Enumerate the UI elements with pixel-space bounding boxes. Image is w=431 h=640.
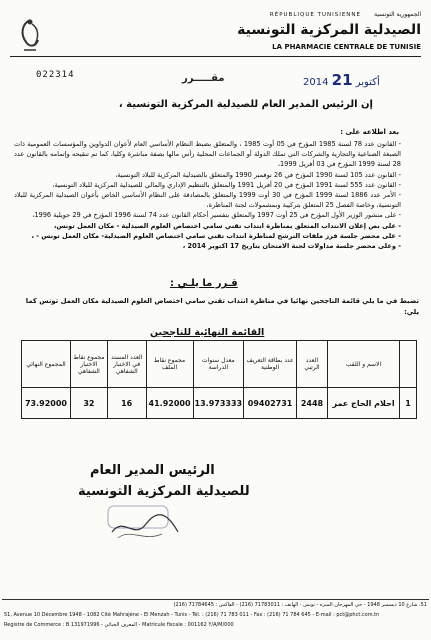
legal-reference: - القانون عدد 555 لسنة 1991 المؤرخ في 20 أفريل 1991 والمتعلق بالتنظيم الإداري والمالي للصيدلية المركزية للبلاد التونسية،	[14, 180, 401, 190]
org-name-fr: LA PHARMACIE CENTRALE DE TUNISIE	[272, 43, 421, 51]
col-header: المجموع النهائي	[22, 341, 71, 388]
legal-reference: - وعلى محضر جلسة مداولات لجنة الامتحان بتاريخ 17 اكتوبر 2014 ،	[14, 241, 401, 251]
org-name-ar: الصيدلية المركزية التونسية	[237, 22, 421, 38]
legal-reference: - على منشور الوزير الأول المؤرخ في 25 أوت 1997 والمتعلق بتفسير أحكام القانون عدد 74 لسنة 1996 المؤرخ في 29 جويلية 1996،	[14, 210, 401, 220]
col-header: مجموع نقاط الملف	[146, 341, 193, 388]
date-day: 21	[331, 71, 353, 89]
signature-title: الرئيس المدير العام	[90, 463, 215, 478]
legal-reference: - على نص إعلان الانتداب المتعلق بمناظرة انتداب تقني سامي اختصاص العلوم الصيدلية - مكان العمل تونس،	[14, 221, 401, 231]
republic-ar: الجمهورية التونسية	[374, 11, 421, 18]
footer-divider	[2, 599, 429, 600]
cell-final-total: 73.92000	[22, 388, 71, 419]
cell-oral-score: 32	[71, 388, 108, 419]
document-reference: 022314	[36, 70, 75, 80]
footer-address-ar: 51، شارع 10 ديسمبر 1948 - حي المهرجان المنزه - تونس - الهاتف : 71783011 (216) - الفاكس : 71784645 (216)	[173, 602, 427, 608]
after-review-label: بعد اطلاعه على :	[340, 128, 399, 136]
legal-references	[14, 139, 401, 251]
republic-fr: RÉPUBLIQUE TUNISIENNE	[269, 12, 361, 18]
cell-name: احلام الحاج عمر	[327, 388, 399, 419]
decision-heading: قـرر ما يلـي :	[170, 278, 238, 289]
document-date	[303, 71, 380, 89]
col-header: عدد بطاقة التعريف الوطنية	[244, 341, 297, 388]
col-header: العدد المسند في الاختبار الشفاهي	[107, 341, 146, 388]
cell-file-score: 41.92000	[146, 388, 193, 419]
legal-reference: - القانون عدد 78 لسنة 1985 المؤرخ في 05 أوت 1985 ، والمتعلق بضبط النظام الأساسي العام لأعوان الدواوين والمؤسسات العمومية ذات الصبغة الصناعية والتجارية والشركات التي تملك الدولة أو الجماعات المحلية رأس مالها بصفة مباشرة وكليا، كما تم تنقيحه وإتمامه بالقانون عدد 28 لسنة 1999 المؤرخ في 03 أفريل 1999،	[14, 139, 401, 170]
results-table	[21, 340, 417, 419]
date-month: أكتوبر	[355, 77, 380, 88]
col-header: معدل سنوات الدراسة	[193, 341, 244, 388]
cell-study-average: 13.973333	[193, 388, 244, 419]
signature-org: للصيدلية المركزية التونسية	[78, 484, 250, 499]
pharmacy-logo-icon	[14, 16, 46, 56]
cell-index: 1	[400, 388, 417, 419]
cell-id-card: 09402731	[244, 388, 297, 419]
final-list-title: القائمة النهائية للناجحين	[150, 327, 265, 338]
table-row	[22, 388, 417, 419]
date-year: 2014	[303, 77, 329, 88]
cell-oral-grade: 16	[107, 388, 146, 419]
col-header: مجموع نقاط الاختبار الشفاهي	[71, 341, 108, 388]
document-title: مقـــــرر	[182, 73, 225, 84]
legal-reference: - على محضر جلسة فرز ملفات الترشح لمناظرة انتداب تقني سامي اختصاص العلوم الصيدلية- مكان العمل تونس - ،	[14, 231, 401, 241]
footer-address-fr: 51, Avenue 10 Décembre 1948 - 1082 Cité Mahrajène - El Menzah - Tunis - Tél. : (216) 71 783 011 - Fax : (216) 71 784 645 - E-mail : pct@phct.com.tn	[4, 612, 380, 618]
cell-rank: 2448	[297, 388, 328, 419]
col-header: العدد الرتبي	[297, 341, 328, 388]
table-header-row	[22, 341, 417, 388]
footer-registration: Registre de Commerce : B 131971996 - المعرف الجبائي - Matricule fiscale : 001162 Y/A/M/000	[4, 622, 234, 628]
decision-body: تضبط في ما يلي قائمة الناجحين نهائيا في مناظرة انتداب تقني سامي اختصاص العلوم الصيدلية مكان العمل تونس كما يلي:	[25, 297, 419, 316]
addressee-line: إن الرئيس المدير العام للصيدلية المركزية التونسية ،	[118, 99, 373, 110]
legal-reference: - الأمر عدد 1886 لسنة 1999 المؤرخ في 30 أوت 1999 والمتعلق بالمصادقة على النظام الأساسي الخاص بأعوان الصيدلية المركزية للبلاد التونسية، وخاصة الفصل 25 المتعلق بتركيبة وبمشمولات لجنة المناظرة،	[14, 190, 401, 210]
header-divider	[10, 56, 421, 57]
col-header: الاسم و اللقب	[327, 341, 399, 388]
col-header	[400, 341, 417, 388]
handwritten-signature-icon	[104, 502, 184, 544]
legal-reference: - القانون عدد 105 لسنة 1990 المؤرخ في 26 نوفمبر 1990 والمتعلق بالصيدلية المركزية للبلاد التونسية،	[14, 170, 401, 180]
